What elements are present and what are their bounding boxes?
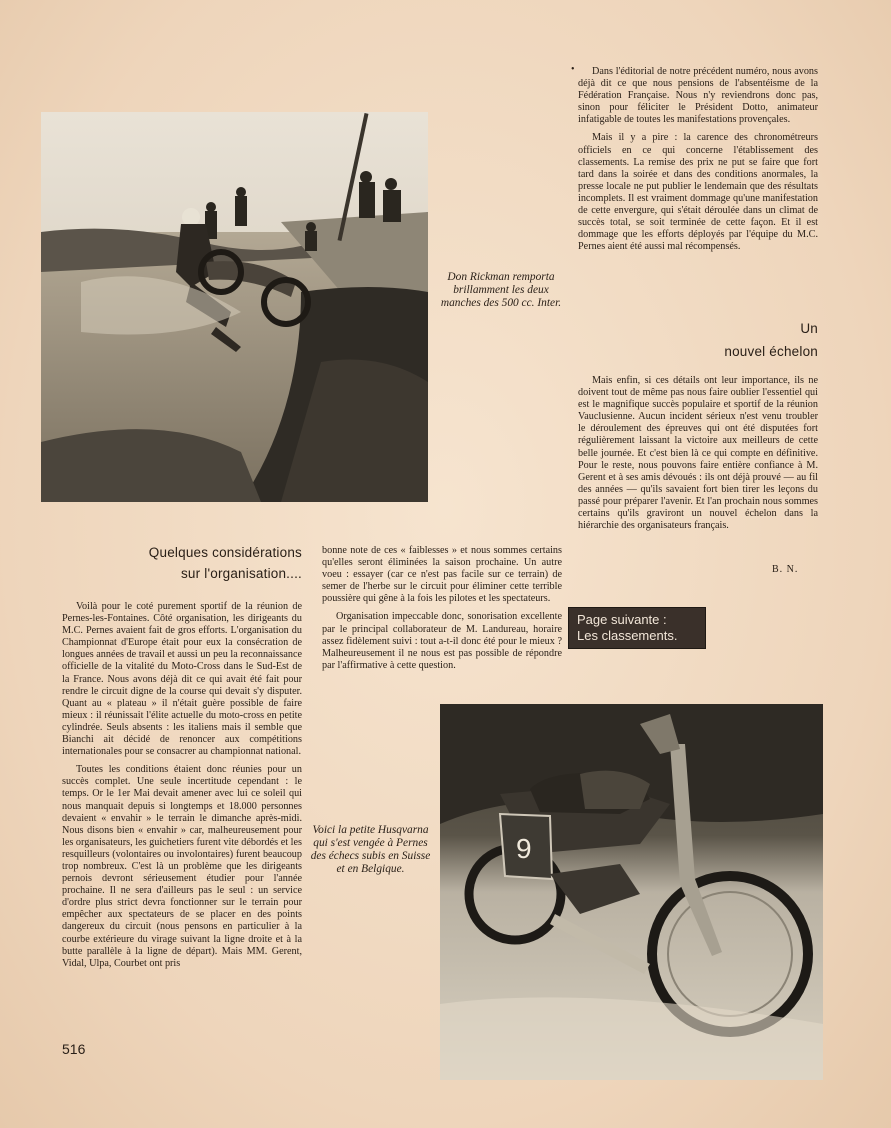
husqvarna-photo-caption	[308, 824, 433, 876]
left-column	[62, 601, 302, 976]
number-plate-text: 9	[516, 833, 532, 864]
section-heading-organisation	[90, 545, 302, 581]
husqvarna-photo	[440, 704, 823, 1080]
paragraph: Voilà pour le coté purement sportif de la réunion de Pernes-les-Fontaines. Côté organisation, les dirigeants du M.C. Pernes avaient fait de gros efforts. L'organisation du Championnat d'Europe était pour eux la consécration de longues années de travail et aussi un peu la reconnaissance officielle de la vitalité du Moto-Cross dans le Sud-Est de la France. Nous avons déjà dit ce qui avait été fait pour rendre le circuit digne de la course qui devait s'y disputer. Quant au « plateau » il n'était guère possible de faire mieux : il réunissait l'élite actuelle du moto-cross en petite cylindrée. Seuls absents : les italiens mais il semble que Bianchi ait décidé de renoncer aux compétitions internationales pour se consacrer au championnat national.	[62, 601, 302, 758]
husqvarna-photo-image	[440, 704, 823, 1080]
heading-line: Un	[800, 321, 818, 336]
page-number: 516	[62, 1041, 86, 1057]
paragraph: Organisation impeccable donc, sonorisation excellente par le principal collaborateur de M. Landureau, horaire assez fidèlement suivi : tout a-t-il donc été pour le mieux ? Malheureusement il ne nous est pas possible de répondre par l'affirmative à cette question.	[322, 611, 562, 671]
caption-text: Don Rickman remporta brillamment les deux manches des 500 cc. Inter.	[440, 271, 562, 309]
rider-photo	[41, 112, 428, 502]
rider-photo-caption	[436, 271, 566, 310]
heading-line: sur l'organisation....	[180, 566, 302, 581]
box-line: Page suivante :	[577, 612, 667, 627]
middle-column	[322, 545, 562, 678]
paragraph: bonne note de ces « faiblesses » et nous sommes certains qu'elles seront éliminées la saison prochaine. Un autre voeu : essayer (car ce n'est pas facile sur ce terrain) de semer de l'herbe sur le circuit pour éliminer cette terrible poussière qui gêne à la fois les pilotes et les spectateurs.	[322, 545, 562, 605]
right-column-top	[578, 66, 818, 259]
heading-line: Quelques considérations	[148, 545, 302, 560]
paragraph: Mais enfin, si ces détails ont leur importance, ils ne doivent tout de même pas nous faire oublier l'essentiel qui est le magnifique succès populaire et sportif de la réunion Vauclusienne. Aucun incident sérieux n'est venu troubler le déroulement des épreuves qui ont été disputées fort régulièrement laissant la victoire aux meilleurs de cette belle journée. Et c'est bien là ce qui compte en définitive. Pour le reste, nous pouvons faire entière confiance à M. Gerent et à ses amis dévoués : ils ont déjà prouvé — au fil des années — qu'ils savaient fort bien tirer les leçons du passé pour préparer l'avenir. Et l'an prochain nous sommes certains qu'ils graviront un nouvel échelon dans la hiérarchie des organisateurs français.	[578, 375, 818, 532]
box-line: Les classements.	[577, 628, 678, 643]
column-bullet: •	[571, 64, 575, 75]
paragraph: Mais il y a pire : la carence des chronométreurs officiels en ce qui concerne l'établissement des classements. La remise des prix ne put se faire que fort tard dans la soirée et dans des conditions anormales, la presse locale ne put publier le lendemain que des résultats incomplets. Il est vraiment dommage qu'une manifestation de cette envergure, qui s'était déroulée dans un climat de succès total, se soit terminée de cette façon. Et il est dommage que les efforts déployés par l'équipe du M.C. Pernes aient été aussi mal récompensés.	[578, 132, 818, 253]
paragraph: Toutes les conditions étaient donc réunies pour un succès complet. Une seule incertitude cependant : le temps. Or le 1er Mai devait amener avec lui ce soleil qui nous manquait depuis si longtemps et 18.000 personnes devaient « envahir » le terrain le dimanche après-midi. Nous disons bien « envahir » car, malheureusement pour les organisateurs, les guichetiers furent vite débordés et les resquilleurs (volontaires ou involontaires) furent beaucoup trop nombreux. C'est là un problème que les dirigeants pernois devront sérieusement étudier pour l'année prochaine. Il ne sera d'ailleurs pas le seul : un service d'ordre plus strict devra fonctionner sur le terrain pour empêcher aux spectateurs de se placer en des points dangereux du circuit (nous pensons en particulier à la courbe extérieure du virage suivant la ligne droite et à la butte parallèle à la ligne de départ). Mais MM. Gerent, Vidal, Ulpa, Courbet ont pris	[62, 764, 302, 969]
rider-photo-image	[41, 112, 428, 502]
author-signature: B. N.	[772, 564, 799, 575]
next-page-box	[568, 607, 706, 649]
heading-line: nouvel échelon	[724, 344, 818, 359]
paragraph: Dans l'éditorial de notre précédent numéro, nous avons déjà dit ce que nous pensions de l'absentéisme de la Fédération Française. Nous n'y reviendrons donc pas, sinon pour féliciter le Président Dotto, animateur infatigable de toutes les manifestations provençales.	[578, 66, 818, 126]
caption-text: Voici la petite Husqvarna qui s'est vengée à Pernes des échecs subis en Suisse et en Belgique.	[310, 824, 431, 875]
right-column-middle	[578, 375, 818, 538]
section-heading-echelon	[600, 321, 818, 359]
